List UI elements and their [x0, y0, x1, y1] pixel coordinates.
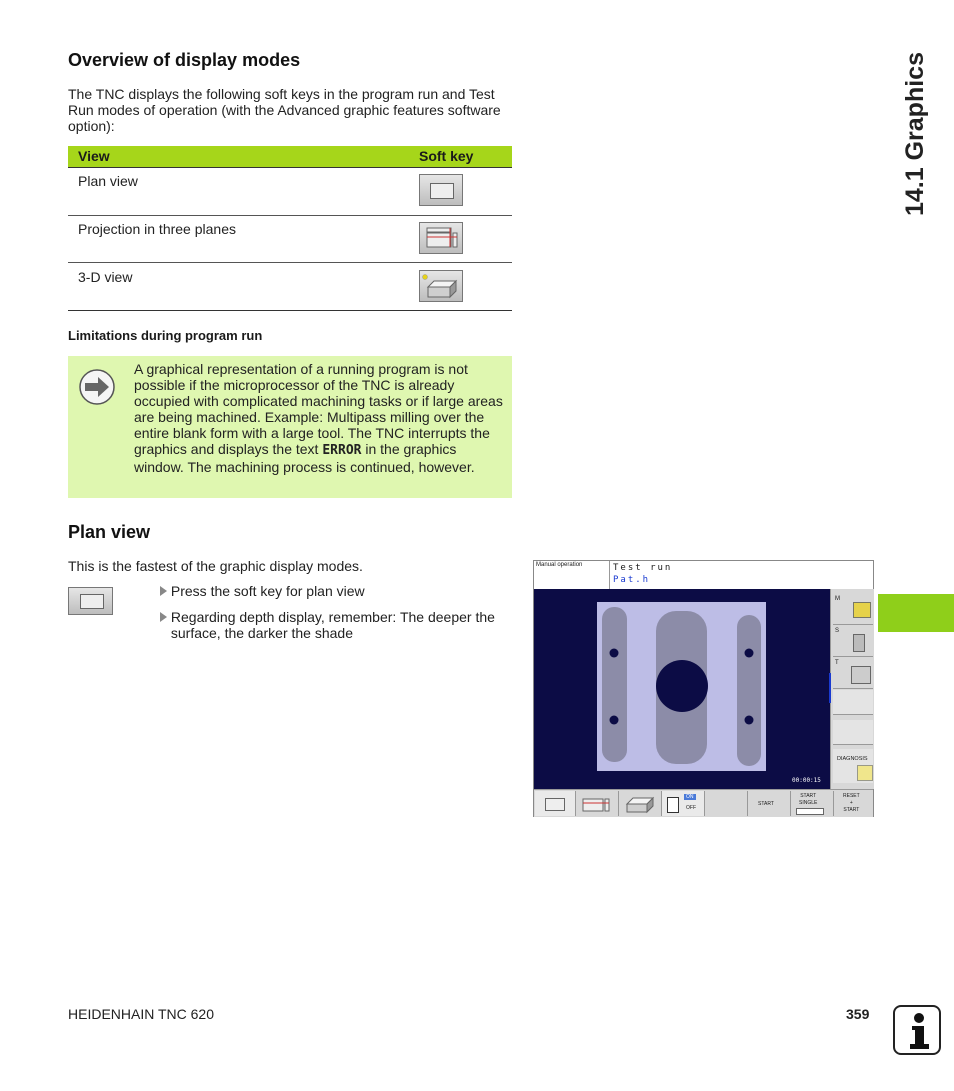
timer: 00:00:15 [792, 777, 821, 784]
reset-start-softkey[interactable] [834, 791, 872, 816]
slash-icon [667, 797, 679, 813]
arrow-right-icon [78, 368, 116, 406]
table-row-view: 3-D view [78, 269, 133, 285]
plan-view-graphic [534, 589, 830, 789]
screen-title: Test run [613, 563, 673, 573]
diagnosis-icon [857, 765, 873, 781]
cube-icon [619, 791, 661, 816]
tnc-screenshot [533, 560, 874, 817]
start-single-softkey[interactable] [791, 791, 834, 816]
plan-view-intro: This is the fastest of the graphic display modes. [68, 558, 363, 574]
vertical-softkeys [830, 589, 874, 789]
info-icon [893, 1005, 941, 1055]
chapter-title-graphic [893, 40, 933, 240]
block-skip-softkey[interactable] [662, 791, 705, 816]
softkey-empty[interactable] [833, 720, 873, 745]
divider [68, 310, 512, 311]
limitations-heading: Limitations during program run [68, 328, 263, 343]
divider [68, 167, 512, 168]
section-heading-plan-view: Plan view [68, 522, 151, 542]
softkey-s[interactable] [833, 626, 873, 657]
softkey-label: M [835, 596, 840, 602]
divider [68, 262, 512, 263]
chapter-title-text: 14.1 Graphics [901, 52, 929, 216]
note-text-before: A graphical representation of a running program is not possible if the microprocessor of the TNC is already occupied with complicated machining tasks or if large areas are being machined. Example: Multipass milling over the entire blank form with a large tool. The TNC interrupts the graphics and displays the text [134, 361, 503, 457]
info-glyph [895, 1007, 939, 1053]
note-text-after: in the graphics window. The machining process is continued, however. [134, 441, 475, 475]
table-row-view: Projection in three planes [78, 221, 236, 237]
bullet-text: Press the soft key for plan view [170, 583, 365, 599]
softkey-empty[interactable] [833, 690, 873, 715]
on-label: ON [686, 794, 694, 800]
single-block-icon [796, 808, 824, 815]
plan-view-softkey-screen[interactable] [535, 791, 576, 816]
start-label: START [758, 801, 774, 807]
bullet-triangle-icon [160, 586, 167, 596]
softkey-label: S [835, 628, 840, 634]
graphics-window [534, 589, 830, 789]
three-planes-icon [576, 791, 618, 816]
chapter-title [893, 40, 933, 240]
table-row-view: Plan view [78, 173, 138, 189]
softkey-empty[interactable] [705, 791, 748, 816]
spindle-icon [853, 602, 871, 618]
note-text [134, 361, 504, 475]
footer-product: HEIDENHAIN TNC 620 [68, 1006, 215, 1022]
scroll-indicator[interactable] [829, 673, 831, 703]
tool-icon [853, 634, 865, 652]
divider [68, 215, 512, 216]
mode-label: Manual operation [536, 562, 583, 568]
section-heading-overview: Overview of display modes [68, 50, 301, 70]
softkey-t[interactable] [833, 658, 873, 689]
note-box [68, 356, 512, 498]
plan-view-softkey[interactable] [419, 174, 463, 206]
three-planes-softkey-screen[interactable] [576, 791, 619, 816]
softkey-label: DIAGNOSIS [837, 756, 868, 762]
reset-start-label: RESET + START [843, 793, 860, 813]
start-softkey[interactable] [748, 791, 791, 816]
bullet-item [160, 583, 510, 599]
bullet-text: Regarding depth display, remember: The deeper the surface, the darker the shade [170, 609, 495, 641]
softkey-label: T [835, 660, 839, 666]
three-planes-icon [420, 223, 464, 255]
table-header [68, 146, 512, 167]
title-panel [610, 561, 873, 589]
softkey-diagnosis[interactable] [833, 749, 873, 783]
file-name: Pat.h [613, 575, 651, 585]
overview-intro: The TNC displays the following soft keys in the program run and Test Run modes of operation (with the Advanced graphic features software option): [68, 86, 501, 134]
horizontal-softkeys [534, 789, 873, 817]
tool-change-icon [851, 666, 871, 684]
3d-view-softkey-screen[interactable] [619, 791, 662, 816]
cube-icon [420, 271, 464, 303]
mode-panel [534, 561, 610, 589]
bullet-triangle-icon [160, 612, 167, 622]
plan-view-icon [80, 594, 104, 609]
col-header-view: View [78, 148, 110, 164]
page-number: 359 [846, 1006, 870, 1022]
error-word: ERROR [322, 443, 362, 458]
off-label: OFF [686, 805, 696, 811]
three-planes-softkey[interactable] [419, 222, 463, 254]
plan-view-icon [545, 798, 565, 811]
3d-view-softkey[interactable] [419, 270, 463, 302]
start-single-label: START SINGLE [799, 793, 818, 806]
plan-view-softkey-small[interactable] [68, 587, 113, 615]
bullet-item [160, 609, 512, 641]
plan-view-icon [430, 183, 454, 199]
softkey-m[interactable] [833, 594, 873, 625]
chapter-tab [878, 594, 954, 632]
col-header-softkey: Soft key [419, 148, 474, 164]
